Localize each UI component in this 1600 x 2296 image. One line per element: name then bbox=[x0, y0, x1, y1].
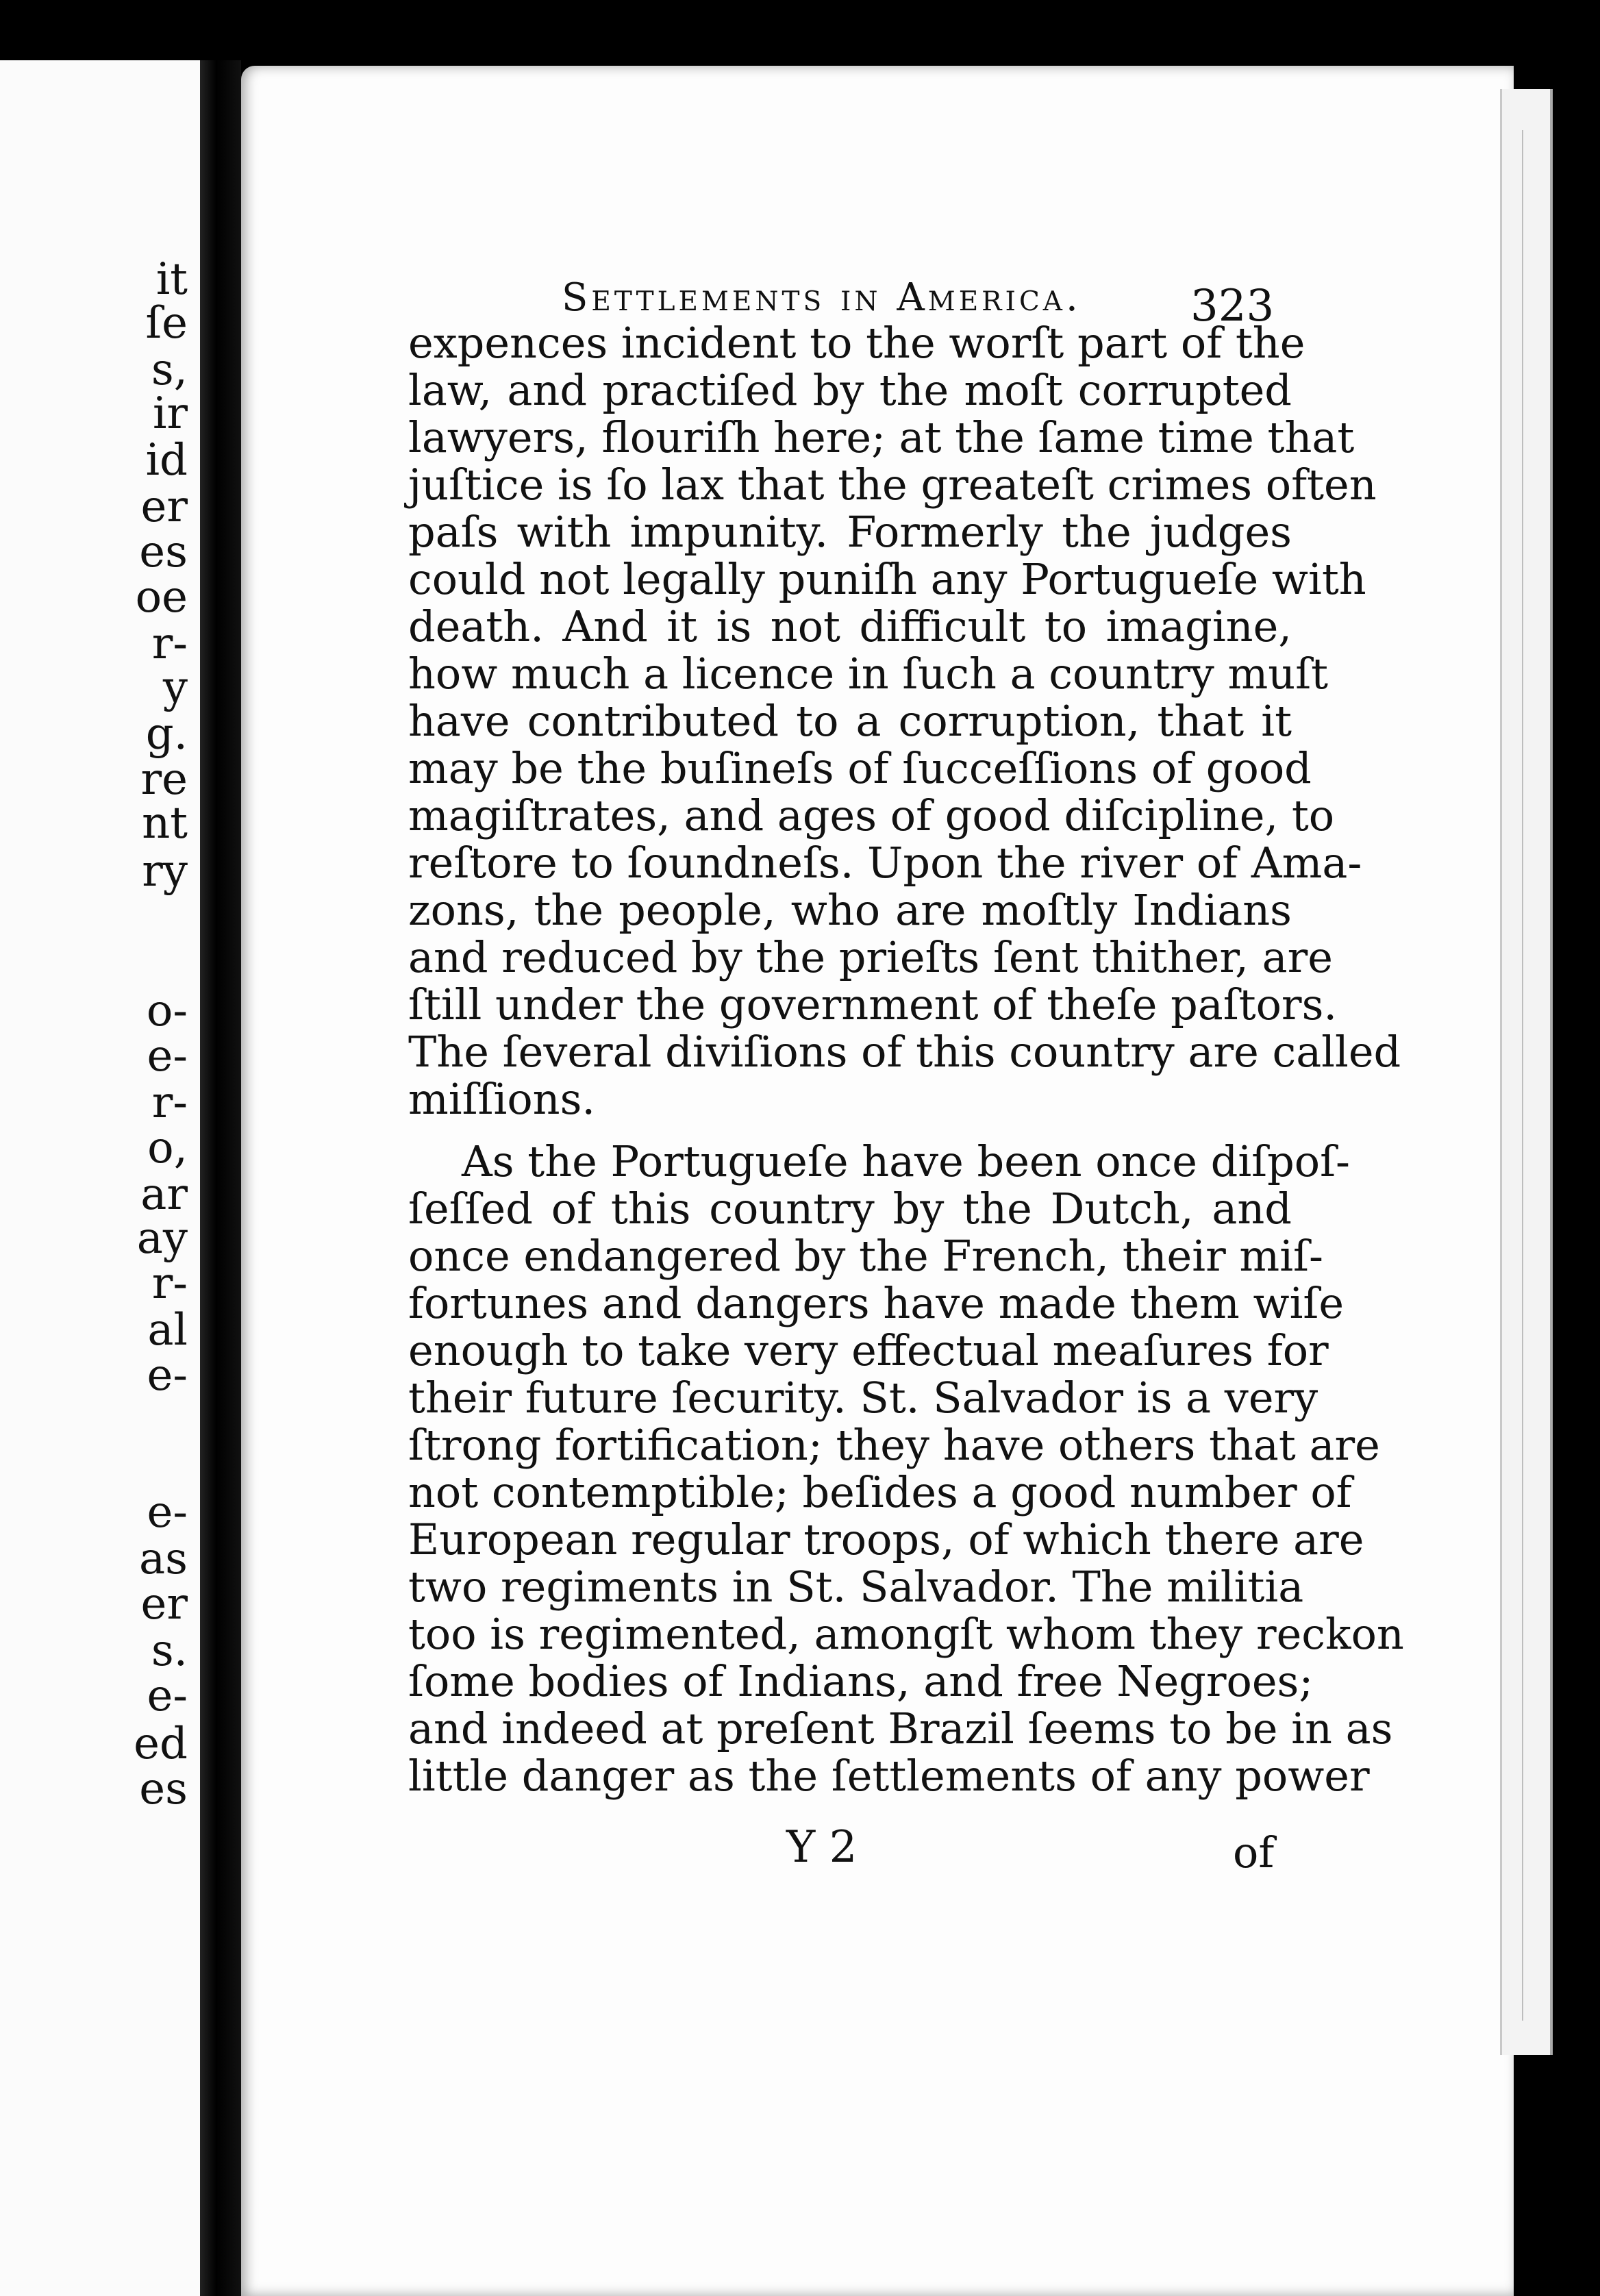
left-page-fragment: ay bbox=[136, 1213, 188, 1264]
left-page-fragment: g. bbox=[145, 709, 188, 760]
left-page-fragment: er bbox=[140, 482, 188, 532]
text-line: The ſeveral diviſions of this country are called bbox=[408, 1027, 1401, 1077]
left-page-fragment: y bbox=[162, 662, 188, 713]
text-line: and indeed at preſent Brazil ſeems to be in as bbox=[408, 1704, 1393, 1754]
left-page-fragment: oe bbox=[135, 572, 188, 623]
text-line: enough to take very effectual meaſures for bbox=[408, 1325, 1329, 1375]
signature-mark: Y 2 bbox=[786, 1822, 858, 1873]
text-line: ſtrong fortification; they have others that are bbox=[408, 1420, 1380, 1470]
text-line: death. And it is not difficult to imagine, bbox=[408, 601, 1292, 651]
text-line: how much a licence in ſuch a country muſt bbox=[408, 649, 1329, 699]
body-text bbox=[408, 318, 1404, 1801]
text-line: have contributed to a corruption, that it bbox=[408, 696, 1292, 746]
left-page-fragment: al bbox=[147, 1305, 188, 1356]
text-line: and reduced by the prieſts ſent thither, are bbox=[408, 932, 1333, 982]
left-page-fragment: id bbox=[145, 435, 188, 486]
left-page-fragment: e- bbox=[147, 1487, 188, 1538]
left-page-fragment: it bbox=[155, 254, 188, 305]
text-line: As the Portugueſe have been once diſpoſ- bbox=[462, 1136, 1351, 1186]
text-line: little danger as the ſettlements of any power bbox=[408, 1751, 1370, 1801]
left-page-fragment: er bbox=[140, 1579, 188, 1630]
text-line: lawyers, flouriſh here; at the ſame time that bbox=[408, 412, 1355, 462]
left-page-fragment: e- bbox=[147, 1350, 188, 1401]
text-line: reſtore to ſoundneſs. Upon the river of Ama- bbox=[408, 838, 1362, 888]
left-page-fragment: re bbox=[140, 754, 188, 805]
left-page-fragment: s, bbox=[151, 345, 188, 395]
left-page-fragment: o, bbox=[147, 1123, 188, 1173]
text-line: law, and practiſed by the moſt corrupted bbox=[408, 365, 1292, 415]
paragraph bbox=[408, 1136, 1404, 1801]
left-page-fragment: r- bbox=[151, 619, 188, 669]
text-line: two regiments in St. Salvador. The militia bbox=[408, 1562, 1304, 1612]
left-page-fragment: o- bbox=[146, 986, 188, 1036]
left-page-fragment: s. bbox=[151, 1625, 188, 1676]
text-line: their future ſecurity. St. Salvador is a very bbox=[408, 1373, 1318, 1423]
left-page-fragment: ir bbox=[152, 388, 188, 439]
left-page-fragment: r- bbox=[151, 1258, 188, 1309]
page-edge-inner bbox=[1522, 130, 1541, 2021]
text-line: European regular troops, of which there are bbox=[408, 1514, 1364, 1564]
text-line: juſtice is ſo lax that the greateſt crimes often bbox=[408, 460, 1377, 510]
page-number: 323 bbox=[1190, 281, 1275, 332]
text-line: may be the buſineſs of ſucceſſions of good bbox=[408, 743, 1312, 793]
text-line: expences incident to the worſt part of the bbox=[408, 318, 1305, 368]
catchword: of bbox=[1233, 1827, 1275, 1877]
left-page-fragment: nt bbox=[142, 798, 188, 849]
text-line: magiſtrates, and ages of good diſcipline, to bbox=[408, 790, 1335, 840]
paragraph bbox=[408, 318, 1401, 1124]
text-line: could not legally puniſh any Portugueſe with bbox=[408, 554, 1366, 604]
left-page-fragment: e- bbox=[147, 1671, 188, 1721]
text-line: not contemptible; beſides a good number of bbox=[408, 1467, 1352, 1517]
left-page-fragment: ed bbox=[134, 1719, 188, 1769]
text-line: miſſions. bbox=[408, 1074, 596, 1124]
left-page-fragment: ſe bbox=[145, 298, 188, 349]
left-page-fragment: ar bbox=[140, 1169, 188, 1220]
text-line: too is regimented, amongſt whom they reckon bbox=[408, 1609, 1404, 1659]
left-page-fragment: e- bbox=[147, 1031, 188, 1082]
text-line: ſtill under the government of theſe paſtors. bbox=[408, 979, 1338, 1030]
text-line: ſome bodies of Indians, and free Negroes; bbox=[408, 1656, 1314, 1706]
left-facing-page bbox=[0, 60, 200, 2296]
running-head: Settlements in America. bbox=[562, 275, 1082, 320]
text-line: fortunes and dangers have made them wiſe bbox=[408, 1278, 1345, 1328]
left-page-fragment: r- bbox=[151, 1077, 188, 1128]
text-line: paſs with impunity. Formerly the judges bbox=[408, 507, 1292, 557]
text-line: once endangered by the French, their miſ- bbox=[408, 1231, 1323, 1281]
left-page-fragment: ry bbox=[142, 846, 188, 897]
paragraph-gap bbox=[408, 1123, 1292, 1138]
text-line: ſeſſed of this country by the Dutch, and bbox=[408, 1184, 1292, 1234]
text-line: zons, the people, who are moſtly Indians bbox=[408, 885, 1292, 935]
book-gutter bbox=[200, 60, 241, 2296]
left-page-fragment: as bbox=[139, 1534, 188, 1584]
left-page-fragment: es bbox=[139, 1764, 188, 1814]
left-page-fragment: es bbox=[139, 527, 188, 577]
